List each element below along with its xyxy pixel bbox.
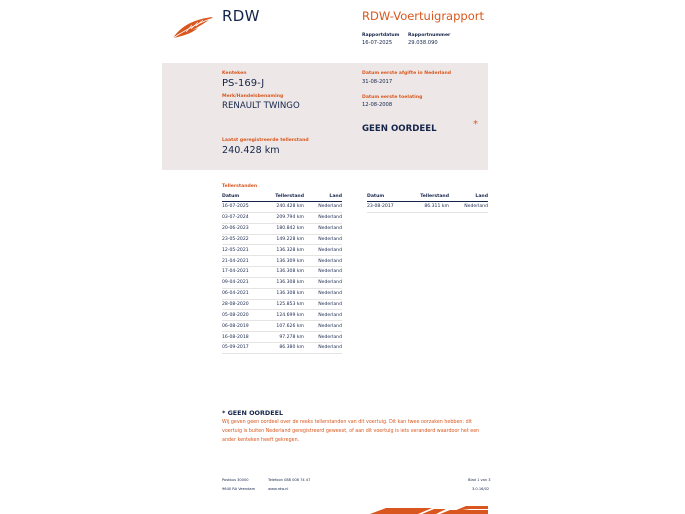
cell-odometer: 180.842 km	[266, 223, 304, 234]
readings-table-left	[222, 193, 342, 354]
cell-odometer: 107.626 km	[266, 321, 304, 332]
note-text-line-3: ander kenteken heeft gekregen.	[222, 438, 300, 443]
cell-country: Nederland	[304, 332, 342, 343]
rdw-feather-logo	[172, 16, 214, 40]
cell-odometer: 136.308 km	[266, 277, 304, 288]
cell-date: 28-08-2020	[222, 299, 266, 310]
cell-country: Nederland	[304, 310, 342, 321]
table-row	[222, 299, 342, 310]
cell-country: Nederland	[304, 212, 342, 223]
cell-odometer: 125.853 km	[266, 299, 304, 310]
table-row	[222, 202, 342, 213]
table-row	[222, 256, 342, 267]
cell-date: 12-05-2021	[222, 245, 266, 256]
cell-date: 23-08-2017	[367, 202, 411, 213]
table-row	[222, 332, 342, 343]
table-row	[222, 321, 342, 332]
readings-table-right	[367, 193, 488, 213]
report-number: 29.038.090	[408, 40, 438, 46]
cell-odometer: 124.699 km	[266, 310, 304, 321]
column-header-date: Datum	[222, 193, 266, 202]
table-header-row	[222, 193, 342, 202]
table-row	[222, 277, 342, 288]
cell-odometer: 136.328 km	[266, 245, 304, 256]
cell-date: 17-04-2021	[222, 267, 266, 278]
note-text-line-1: Wij geven geen oordeel over de reeks tellerstanden van dit voertuig. Dit kan twee oorzaken hebben: dit	[222, 420, 472, 425]
brand-name: RDW	[222, 7, 260, 25]
table-row	[222, 310, 342, 321]
cell-odometer: 209.794 km	[266, 212, 304, 223]
cell-date: 20-06-2023	[222, 223, 266, 234]
verdict: GEEN OORDEEL	[362, 124, 437, 134]
column-header-odometer: Tellerstand	[411, 193, 449, 202]
footer-page-number: Blad 1 van 3	[468, 478, 491, 482]
table-row	[222, 245, 342, 256]
cell-country: Nederland	[304, 202, 342, 213]
footer-postbus: Postbus 30000	[222, 478, 249, 482]
cell-odometer: 86.380 km	[266, 342, 304, 353]
report-date: 16-07-2025	[362, 40, 393, 46]
footer-phone: Telefoon 088 008 74 47	[268, 478, 311, 482]
column-header-country: Land	[449, 193, 488, 202]
cell-country: Nederland	[304, 234, 342, 245]
column-header-odometer: Tellerstand	[266, 193, 304, 202]
cell-date: 21-04-2021	[222, 256, 266, 267]
verdict-asterisk: *	[473, 119, 478, 130]
odometer-label: Laatst geregistreerde tellerstand	[222, 138, 309, 143]
cell-date: 09-04-2021	[222, 277, 266, 288]
first-admission-value: 12-08-2008	[362, 102, 393, 108]
cell-country: Nederland	[304, 245, 342, 256]
footer-postcode: 9640 RA Veendam	[222, 487, 256, 491]
table-row	[222, 212, 342, 223]
cell-country: Nederland	[304, 223, 342, 234]
plate-value: PS-169-J	[222, 78, 265, 89]
report-date-label: Rapportdatum	[362, 33, 400, 38]
cell-odometer: 149.228 km	[266, 234, 304, 245]
cell-date: 06-04-2021	[222, 288, 266, 299]
cell-country: Nederland	[304, 299, 342, 310]
cell-date: 05-09-2017	[222, 342, 266, 353]
table-row	[367, 202, 488, 213]
report-number-label: Rapportnummer	[408, 33, 451, 38]
table-header-row	[367, 193, 488, 202]
cell-date: 16-08-2018	[222, 332, 266, 343]
column-header-country: Land	[304, 193, 342, 202]
cell-country: Nederland	[304, 321, 342, 332]
cell-odometer: 240.428 km	[266, 202, 304, 213]
first-admission-label: Datum eerste toelating	[362, 95, 423, 100]
first-nl-value: 31-08-2017	[362, 79, 393, 85]
footer-version: 3.0.16/02	[472, 487, 490, 491]
decorative-stripes	[370, 506, 488, 514]
column-header-date: Datum	[367, 193, 411, 202]
cell-country: Nederland	[304, 277, 342, 288]
table-row	[222, 342, 342, 353]
cell-country: Nederland	[304, 256, 342, 267]
cell-date: 03-07-2024	[222, 212, 266, 223]
table-row	[222, 267, 342, 278]
vehicle-summary-panel	[162, 63, 488, 170]
cell-country: Nederland	[304, 342, 342, 353]
cell-odometer: 136.308 km	[266, 288, 304, 299]
readings-title: Tellerstanden	[222, 184, 258, 189]
table-row	[222, 234, 342, 245]
plate-label: Kenteken	[222, 71, 247, 76]
report-title: RDW-Voertuigrapport	[362, 9, 484, 23]
cell-date: 16-07-2025	[222, 202, 266, 213]
cell-odometer: 97.278 km	[266, 332, 304, 343]
note-title: * GEEN OORDEEL	[222, 409, 284, 417]
odometer-value: 240.428 km	[222, 145, 280, 156]
note-text-line-2: voertuig is buiten Nederland geregistreerd geweest, of aan dit voertuig is iets veranderd waardoor het een	[222, 429, 480, 434]
cell-odometer: 136.309 km	[266, 256, 304, 267]
make-label: Merk/Handelsbenaming	[222, 94, 284, 99]
cell-odometer: 86.311 km	[411, 202, 449, 213]
report-page	[162, 0, 491, 514]
cell-country: Nederland	[304, 267, 342, 278]
table-row	[222, 223, 342, 234]
first-nl-label: Datum eerste afgifte in Nederland	[362, 71, 452, 76]
cell-odometer: 136.308 km	[266, 267, 304, 278]
table-row	[222, 288, 342, 299]
cell-country: Nederland	[304, 288, 342, 299]
cell-country: Nederland	[449, 202, 488, 213]
footer-website: www.rdw.nl	[268, 487, 289, 491]
cell-date: 06-08-2019	[222, 321, 266, 332]
cell-date: 05-08-2020	[222, 310, 266, 321]
cell-date: 23-05-2022	[222, 234, 266, 245]
make-value: RENAULT TWINGO	[222, 101, 300, 111]
